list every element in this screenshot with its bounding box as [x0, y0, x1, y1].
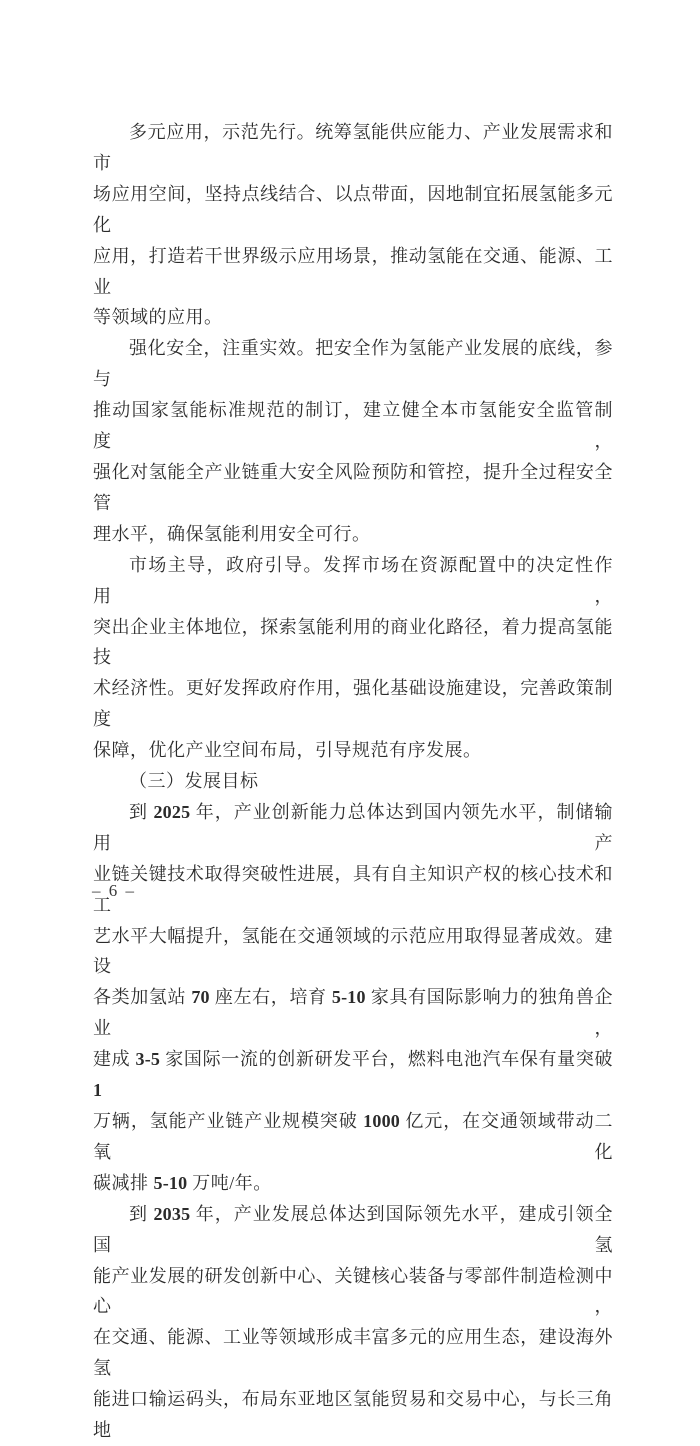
text-line	[93, 612, 613, 674]
body-text: 应用，打造若干世界级示应用场景，推动氢能在交通、能源、工业	[93, 245, 613, 297]
paragraph	[93, 797, 613, 1199]
body-text: 等领域的应用。	[93, 307, 223, 328]
bold-number-text: 5-10	[331, 987, 366, 1008]
bold-number-text: 70	[191, 987, 210, 1008]
text-line	[93, 1261, 613, 1323]
text-line	[93, 241, 613, 303]
body-text: 家国际一流的创新研发平台，燃料电池汽车保有量突破	[160, 1049, 614, 1070]
text-line	[93, 179, 613, 241]
text-line	[93, 117, 613, 179]
text-line	[93, 333, 613, 395]
page-number: – 6 –	[92, 881, 136, 900]
bold-number-text: 2035	[153, 1203, 191, 1224]
document-body	[93, 117, 613, 1446]
text-line	[93, 735, 613, 766]
text-line	[93, 766, 613, 797]
body-text: 万辆，氢能产业链产业规模突破	[93, 1111, 364, 1131]
text-line	[93, 1199, 613, 1261]
text-line	[93, 859, 613, 921]
body-text: 术经济性。更好发挥政府作用，强化基础设施建设，完善政策制度	[93, 678, 613, 730]
paragraph	[93, 550, 613, 766]
text-line	[93, 982, 613, 1044]
text-line	[93, 302, 613, 333]
body-text: 碳减排	[93, 1172, 154, 1193]
body-text: 艺水平大幅提升，氢能在交通领域的示范应用取得显著成效。建设	[93, 925, 613, 977]
text-line	[93, 1322, 613, 1384]
body-text: 业链关键技术取得突破性进展，具有自主知识产权的核心技术和工	[93, 863, 613, 915]
body-text: 家具有国际影响力的独角兽企业，	[93, 987, 613, 1039]
bold-number-text: 2025	[153, 801, 191, 822]
body-text: （三）发展目标	[129, 771, 259, 792]
body-text: 强化安全，注重实效。把安全作为氢能产业发展的底线，参与	[93, 338, 613, 390]
body-text: 突出企业主体地位，探索氢能利用的商业化路径，着力提高氢能技	[93, 616, 613, 668]
text-line	[93, 673, 613, 735]
paragraph	[93, 1199, 613, 1446]
section-heading	[93, 766, 613, 797]
body-text: 强化对氢能全产业链重大安全风险预防和管控，提升全过程安全管	[93, 461, 613, 513]
body-text: 亿元，在交通领域带动二氧化	[93, 1111, 614, 1162]
text-line	[93, 550, 613, 612]
body-text: 市场主导，政府引导。发挥市场在资源配置中的决定性作用，	[93, 554, 613, 606]
bold-number-text: 5-10	[153, 1172, 188, 1193]
body-text: 理水平，确保氢能利用安全可行。	[93, 523, 371, 544]
body-text: 保障，优化产业空间布局，引导规范有序发展。	[93, 740, 482, 761]
body-text: 到	[129, 801, 154, 822]
text-line	[93, 1384, 613, 1446]
paragraph	[93, 117, 613, 333]
text-line	[93, 1044, 613, 1106]
text-line	[93, 1106, 613, 1168]
body-text: 万吨/年。	[187, 1172, 272, 1193]
body-text: 推动国家氢能标准规范的制订，建立健全本市氢能安全监管制度，	[93, 400, 613, 452]
text-line	[93, 921, 613, 983]
body-text: 场应用空间，坚持点线结合、以点带面，因地制宜拓展氢能多元化	[93, 183, 613, 235]
text-line	[93, 395, 613, 457]
body-text: 建成	[93, 1049, 136, 1070]
body-text: 各类加氢站	[93, 987, 192, 1008]
text-line	[93, 519, 613, 550]
body-text: 年，产业发展总体达到国际领先水平，建成引领全国氢	[93, 1203, 614, 1255]
bold-number-text: 1000	[363, 1111, 400, 1131]
body-text: 年，产业创新能力总体达到国内领先水平，制储输用产	[93, 801, 614, 853]
body-text: 到	[129, 1203, 154, 1224]
body-text: 多元应用，示范先行。统筹氢能供应能力、产业发展需求和市	[93, 122, 613, 173]
text-line	[93, 457, 613, 519]
bold-number-text: 1	[93, 1080, 103, 1101]
body-text: 能产业发展的研发创新中心、关键核心装备与零部件制造检测中心，	[93, 1265, 613, 1317]
bold-number-text: 3-5	[135, 1049, 161, 1070]
text-line	[93, 797, 613, 859]
text-line	[93, 1168, 613, 1199]
body-text: 在交通、能源、工业等领域形成丰富多元的应用生态，建设海外氢	[93, 1327, 613, 1379]
body-text: 能进口输运码头，布局东亚地区氢能贸易和交易中心，与长三角地	[93, 1389, 613, 1441]
body-text: 座左右，培育	[209, 987, 332, 1008]
paragraph	[93, 333, 613, 549]
